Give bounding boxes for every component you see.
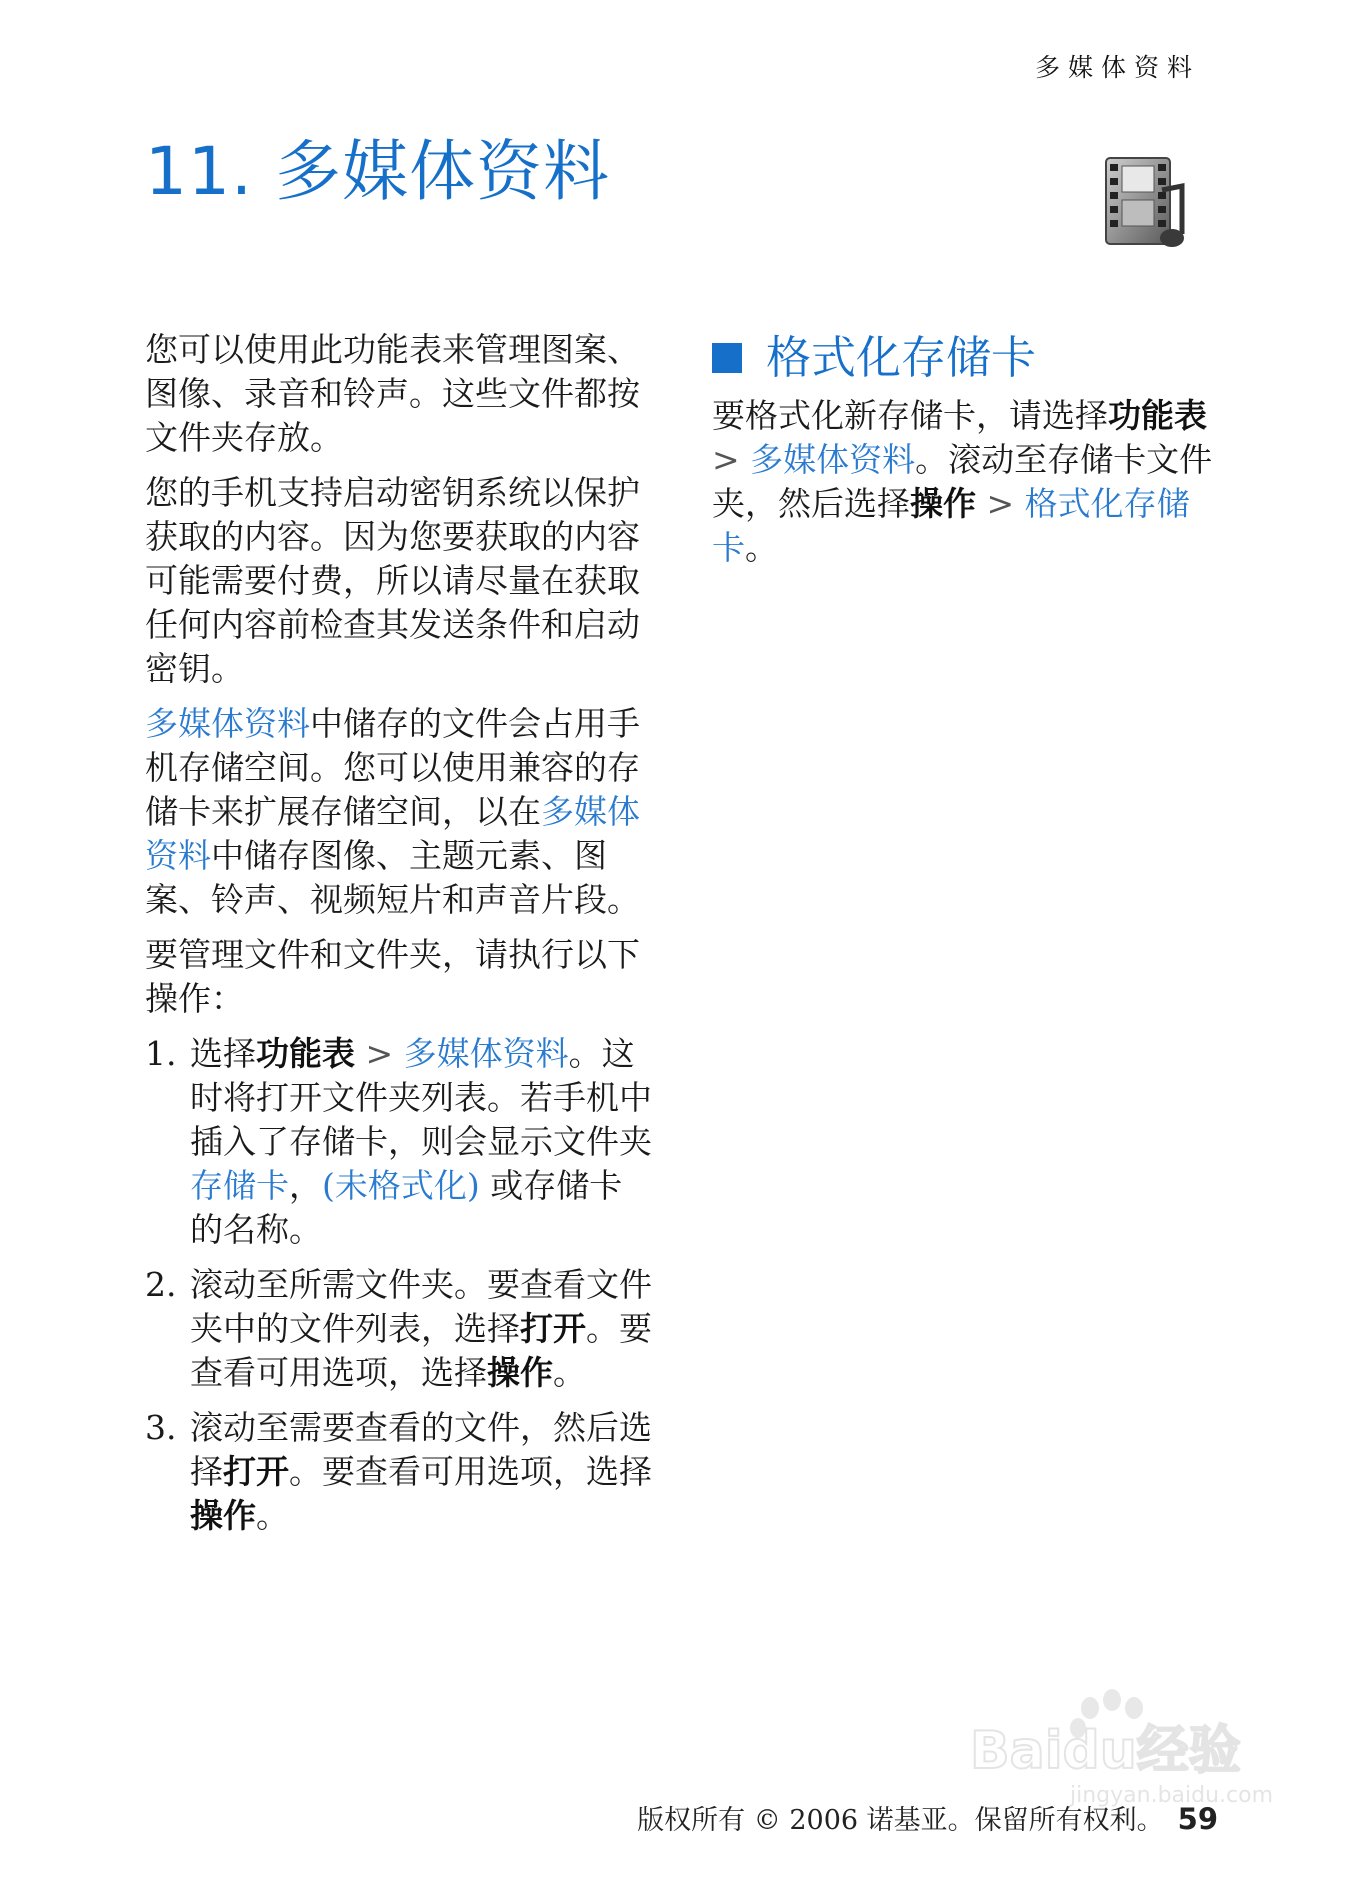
step-text: 。 <box>256 1496 289 1535</box>
separator: > <box>976 484 1025 523</box>
gallery-link[interactable]: 多媒体资料 <box>145 704 310 743</box>
menu-term: 操作 <box>190 1496 256 1535</box>
unformatted-link[interactable]: (未格式化) <box>322 1166 480 1205</box>
format-text: 。 <box>745 528 778 567</box>
step-text: ， <box>289 1166 322 1205</box>
steps-list <box>145 1032 655 1538</box>
svg-text:jingyan.baidu.com: jingyan.baidu.com <box>1070 1783 1274 1808</box>
gallery-link[interactable]: 多媒体资料 <box>145 792 640 875</box>
memory-card-link[interactable]: 存储卡 <box>190 1166 289 1205</box>
square-bullet-icon <box>712 343 742 373</box>
media-gallery-icon <box>1104 150 1188 260</box>
section-heading <box>712 328 1232 388</box>
step-text: 。要查看可用选项，选择 <box>190 1309 652 1392</box>
step-text: 。这时将打开文件夹列表。若手机中插入了存储卡，则会显示文件夹 <box>190 1034 652 1161</box>
step-text: 滚动至所需文件夹。要查看文件夹中的文件列表，选择 <box>190 1265 652 1348</box>
separator: > <box>355 1034 404 1073</box>
menu-term: 打开 <box>223 1452 289 1491</box>
baidu-watermark <box>950 1680 1280 1810</box>
step-text: 。要查看可用选项，选择 <box>289 1452 652 1491</box>
chapter-title: 11. 多媒体资料 <box>145 133 610 210</box>
format-text: 。滚动至存储卡文件夹，然后选择 <box>712 440 1213 523</box>
menu-term: 打开 <box>520 1309 586 1348</box>
step-text: 选择 <box>190 1034 256 1073</box>
list-item <box>145 1406 655 1538</box>
menu-term: 操作 <box>487 1353 553 1392</box>
left-column <box>145 328 655 1549</box>
step-number: 2. <box>145 1265 177 1304</box>
copyright-text: 版权所有 © 2006 诺基亚。保留所有权利。 <box>637 1805 1164 1836</box>
storage-paragraph <box>145 702 655 922</box>
format-card-link[interactable]: 格式化存储卡 <box>712 484 1190 567</box>
page-footer <box>637 1798 1218 1837</box>
format-paragraph <box>712 394 1232 570</box>
section-title: 格式化存储卡 <box>766 331 1037 384</box>
menu-term: 功能表 <box>1108 396 1207 435</box>
intro-paragraph: 您可以使用此功能表来管理图案、图像、录音和铃声。这些文件都按文件夹存放。 <box>145 330 640 457</box>
menu-term: 操作 <box>910 484 976 523</box>
list-item <box>145 1263 655 1395</box>
storage-text: 中储存的文件会占用手机存储空间。您可以使用兼容的存储卡来扩展存储空间，以在 <box>145 704 640 831</box>
format-text: 要格式化新存储卡，请选择 <box>712 396 1108 435</box>
drm-paragraph: 您的手机支持启动密钥系统以保护获取的内容。因为您要获取的内容可能需要付费，所以请尽量在获取任何内容前检查其发送条件和启动密钥。 <box>145 473 640 688</box>
step-text: 滚动至需要查看的文件，然后选择 <box>190 1408 652 1491</box>
step-number: 3. <box>145 1408 177 1447</box>
step-text: 。 <box>553 1353 586 1392</box>
page-number: 59 <box>1177 1802 1218 1836</box>
svg-text:Baidu经验: Baidu经验 <box>970 1721 1241 1781</box>
storage-text: 中储存图像、主题元素、图案、铃声、视频短片和声音片段。 <box>145 836 640 919</box>
separator: > <box>712 440 751 479</box>
gallery-link[interactable]: 多媒体资料 <box>750 440 916 479</box>
running-header: 多媒体资料 <box>1034 53 1200 82</box>
step-number: 1. <box>145 1034 177 1073</box>
manage-paragraph: 要管理文件和文件夹，请执行以下操作： <box>145 935 640 1018</box>
menu-term: 功能表 <box>256 1034 355 1073</box>
gallery-link[interactable]: 多媒体资料 <box>403 1034 569 1073</box>
step-text: 或存储卡的名称。 <box>190 1166 623 1249</box>
right-column <box>712 328 1232 570</box>
list-item <box>145 1032 655 1252</box>
